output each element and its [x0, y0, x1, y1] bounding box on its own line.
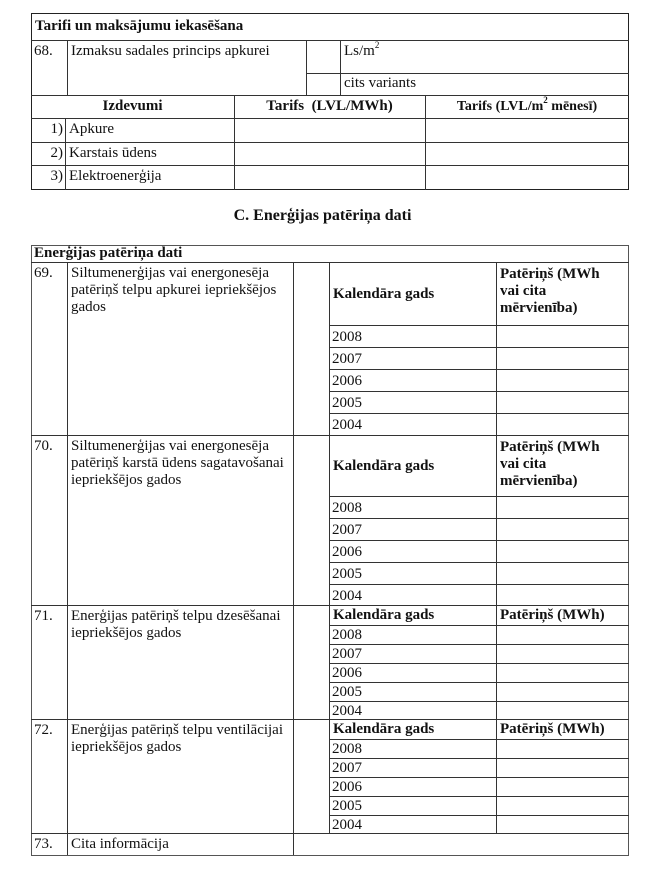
year-cell: 2006	[332, 372, 362, 389]
year-cell: 2005	[332, 684, 362, 700]
year-cell: 2007	[332, 646, 362, 662]
year-cell: 2007	[332, 760, 362, 776]
divider	[67, 719, 68, 833]
header-part: mēnesī)	[547, 99, 598, 114]
consumption-input[interactable]	[497, 348, 628, 368]
item-checkbox[interactable]	[294, 720, 328, 832]
consumption-input[interactable]	[497, 563, 628, 583]
consumption-input[interactable]	[497, 816, 628, 833]
divider	[31, 605, 629, 606]
row-number: 2)	[50, 145, 63, 161]
column-header-year: Kalendāra gads	[333, 285, 435, 302]
year-cell: 2008	[332, 499, 362, 516]
section-c-heading: C. Enerģijas patēriņa dati	[233, 207, 412, 224]
tariffs-title: Tarifi un maksājumu iekasēšana	[35, 18, 244, 34]
item-label: Siltumenerģijas vai energonesēja patēriņš karstā ūdens sagatavošanai iepriekšējos gados	[71, 438, 284, 488]
year-cell: 2006	[332, 543, 362, 560]
tariff-mwh-input[interactable]	[235, 143, 424, 164]
consumption-input[interactable]	[497, 497, 628, 517]
year-cell: 2004	[332, 703, 362, 719]
item-number: 72.	[34, 722, 53, 738]
column-header-consumption: Patēriņš (MWh)	[500, 607, 605, 623]
row-number: 1)	[50, 121, 63, 137]
item-number: 70.	[34, 438, 53, 454]
column-header-year: Kalendāra gads	[333, 721, 435, 737]
consumption-input[interactable]	[497, 392, 628, 412]
item-label: Cita informācija	[71, 836, 169, 852]
header-sup: 2	[543, 95, 548, 105]
tariff-mwh-input[interactable]	[235, 166, 424, 188]
divider	[67, 833, 68, 855]
consumption-input[interactable]	[497, 326, 628, 346]
consumption-input[interactable]	[497, 664, 628, 681]
year-cell: 2007	[332, 521, 362, 538]
consumption-input[interactable]	[497, 683, 628, 700]
column-header-year: Kalendāra gads	[333, 457, 435, 474]
consumption-input[interactable]	[497, 585, 628, 605]
option-other: cits variants	[344, 75, 417, 91]
item-checkbox[interactable]	[294, 436, 328, 604]
column-header-consumption: Patēriņš (MWh vai cita mērvienība)	[500, 439, 600, 489]
option-label: Ls/m	[344, 43, 375, 59]
divider	[67, 262, 68, 435]
consumption-input[interactable]	[497, 414, 628, 434]
divider	[31, 719, 629, 720]
year-cell: 2007	[332, 350, 362, 367]
year-cell: 2008	[332, 627, 362, 643]
year-cell: 2005	[332, 798, 362, 814]
header-part: Tarifs (LVL/m	[456, 99, 544, 114]
item-label: Siltumenerģijas vai energonesēja patēriņš telpu apkurei iepriekšējos gados	[71, 265, 277, 315]
column-header-year: Kalendāra gads	[333, 607, 435, 623]
divider	[340, 40, 341, 95]
consumption-input[interactable]	[497, 519, 628, 539]
item-label: Izmaksu sadales princips apkurei	[71, 43, 270, 59]
item-number: 71.	[34, 608, 53, 624]
column-header-tariff-m2	[425, 95, 629, 115]
row-label: Apkure	[69, 121, 114, 137]
item-number: 69.	[34, 265, 53, 281]
divider	[31, 262, 629, 263]
year-cell: 2008	[332, 741, 362, 757]
year-cell: 2005	[332, 394, 362, 411]
consumption-input[interactable]	[497, 370, 628, 390]
divider	[329, 435, 330, 605]
consumption-input[interactable]	[497, 778, 628, 795]
year-cell: 2008	[332, 328, 362, 345]
tariff-m2-input[interactable]	[426, 143, 628, 164]
tariff-m2-input[interactable]	[426, 119, 628, 141]
year-cell: 2004	[332, 587, 362, 604]
energy-table-title: Enerģijas patēriņa dati	[34, 245, 183, 261]
divider	[67, 40, 68, 95]
item-label: Enerģijas patēriņš telpu ventilācijai iepriekšējos gados	[71, 722, 284, 755]
consumption-input[interactable]	[497, 645, 628, 662]
option-checkbox-ls-m2[interactable]	[307, 41, 339, 72]
column-header-expenses: Izdevumi	[102, 98, 163, 114]
tariff-mwh-input[interactable]	[235, 119, 424, 141]
year-cell: 2004	[332, 416, 362, 433]
consumption-input[interactable]	[497, 702, 628, 719]
column-header-consumption: Patēriņš (MWh vai cita mērvienība)	[500, 266, 600, 316]
divider	[329, 262, 330, 435]
row-number: 3)	[50, 168, 63, 184]
consumption-input[interactable]	[497, 797, 628, 814]
consumption-input[interactable]	[497, 759, 628, 776]
item-label: Enerģijas patēriņš telpu dzesēšanai iepriekšējos gados	[71, 608, 281, 641]
item-checkbox[interactable]	[294, 263, 328, 434]
tariff-m2-input[interactable]	[426, 166, 628, 188]
consumption-input[interactable]	[497, 740, 628, 757]
item-checkbox[interactable]	[294, 606, 328, 718]
divider	[31, 435, 629, 436]
consumption-input[interactable]	[497, 626, 628, 643]
year-cell: 2006	[332, 665, 362, 681]
option-ls-m2	[344, 40, 380, 60]
option-sup: 2	[374, 40, 380, 50]
divider	[67, 435, 68, 605]
consumption-input[interactable]	[497, 541, 628, 561]
divider	[67, 605, 68, 719]
row-label: Karstais ūdens	[69, 145, 157, 161]
row-label: Elektroenerģija	[69, 168, 162, 184]
divider	[65, 118, 66, 190]
divider	[31, 95, 629, 96]
year-cell: 2006	[332, 779, 362, 795]
column-header-tariff-mwh: Tarifs (LVL/MWh)	[266, 98, 393, 114]
option-checkbox-other[interactable]	[307, 74, 339, 94]
column-header-consumption: Patēriņš (MWh)	[500, 721, 605, 737]
item-number: 68.	[34, 43, 53, 59]
divider	[306, 73, 629, 74]
other-info-input[interactable]	[294, 834, 628, 855]
year-cell: 2004	[332, 817, 362, 833]
year-cell: 2005	[332, 565, 362, 582]
item-number: 73.	[34, 836, 53, 852]
